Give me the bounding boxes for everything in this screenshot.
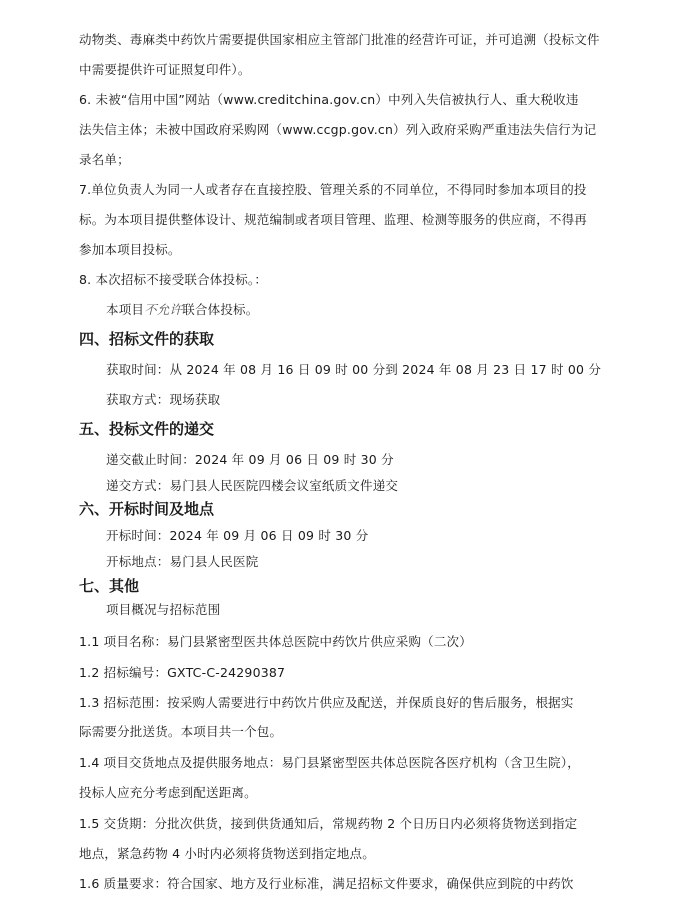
text-segment: 本项目 xyxy=(106,302,145,317)
text-line: 1.6 质量要求：符合国家、地方及行业标准，满足招标文件要求，确保供应到院的中药饮 xyxy=(79,876,574,891)
text-line: 项目概况与招标范围 xyxy=(106,602,221,617)
text-line: 开标地点：易门县人民医院 xyxy=(106,554,259,569)
section-heading: 五、投标文件的递交 xyxy=(79,420,215,438)
text-line: 1.2 招标编号：GXTC-C-24290387 xyxy=(79,665,286,680)
text-line: 际需要分批送货。本项目共一个包。 xyxy=(79,724,283,739)
text-line: 1.3 招标范围：按采购人需要进行中药饮片供应及配送，并保质良好的售后服务，根据实 xyxy=(79,695,574,710)
text-line: 8. 本次招标不接受联合体投标。： xyxy=(79,272,268,287)
text-line: 获取方式：现场获取 xyxy=(106,392,221,407)
text-line: 标。为本项目提供整体设计、规范编制或者项目管理、监理、检测等服务的供应商，不得再 xyxy=(79,212,588,227)
text-line: 获取时间：从 2024 年 08 月 16 日 09 时 00 分到 2024 年 08 月 23 日 17 时 00 分 xyxy=(106,362,602,377)
text-line: 递交截止时间：2024 年 09 月 06 日 09 时 30 分 xyxy=(106,452,394,467)
section-heading: 七、其他 xyxy=(79,577,140,595)
text-line: 1.1 项目名称：易门县紧密型医共体总医院中药饮片供应采购（二次） xyxy=(79,634,472,649)
text-line: 开标时间：2024 年 09 月 06 日 09 时 30 分 xyxy=(106,528,369,543)
text-line: 1.5 交货期：分批次供货，接到供货通知后，常规药物 2 个日历日内必须将货物送到指定 xyxy=(79,816,578,831)
text-line: 参加本项目投标。 xyxy=(79,242,181,257)
text-line: 投标人应充分考虑到配送距离。 xyxy=(79,785,257,800)
text-segment: 联合体投标。 xyxy=(182,302,259,317)
text-line xyxy=(106,301,258,319)
emphasis-text: 不允许 xyxy=(144,302,183,317)
text-line: 动物类、毒麻类中药饮片需要提供国家相应主管部门批准的经营许可证，并可追溯（投标文件 xyxy=(79,32,600,47)
text-line: 中需要提供许可证照复印件）。 xyxy=(79,62,251,77)
section-heading: 六、开标时间及地点 xyxy=(79,500,215,518)
text-line: 6. 未被“信用中国”网站（www.creditchina.gov.cn）中列入失信被执行人、重大税收违 xyxy=(79,92,579,107)
text-line: 地点，紧急药物 4 小时内必须将货物送到指定地点。 xyxy=(79,846,375,861)
text-line: 1.4 项目交货地点及提供服务地点：易门县紧密型医共体总医院各医疗机构（含卫生院）， xyxy=(79,755,581,770)
text-line: 递交方式：易门县人民医院四楼会议室纸质文件递交 xyxy=(106,478,399,493)
text-line: 录名单； xyxy=(79,152,130,167)
section-heading: 四、招标文件的获取 xyxy=(79,330,215,348)
text-line: 7.单位负责人为同一人或者存在直接控股、管理关系的不同单位，不得同时参加本项目的投 xyxy=(79,182,587,197)
text-line: 法失信主体；未被中国政府采购网（www.ccgp.gov.cn）列入政府采购严重违法失信行为记 xyxy=(79,122,597,137)
